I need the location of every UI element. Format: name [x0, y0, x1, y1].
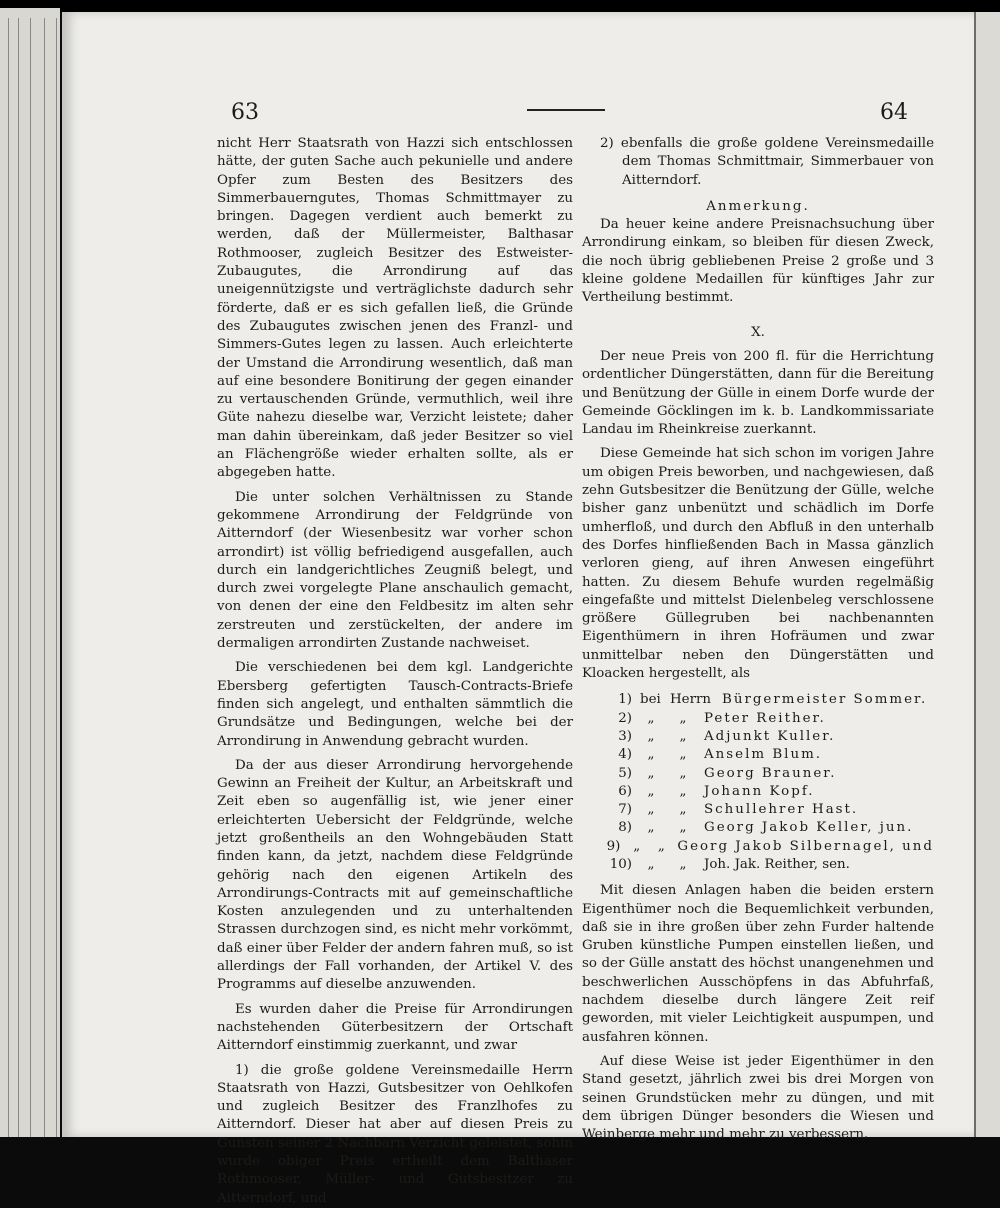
paragraph: Mit diesen Anlagen haben die beiden erstern Eigenthümer noch die Bequemlichkeit verbunden, daß sie in ihre großen über zehn Furder haltende Gruben künstliche Pumpen einstellen ließen, und so der Gülle anstatt des höchst unangenehmen und beschwerlichen Ausschöpfens in das Abfuhrfaß, nachdem dieselbe durch längere Zeit reif geworden, mit vieler Leichtigkeit auspumpen, und ausfahren können.	[582, 883, 934, 1045]
header-rule	[527, 109, 605, 111]
paragraph: Die unter solchen Verhältnissen zu Stande gekommene Arrondirung der Feldgründe von Aitterndorf (der Wiesenbesitz war vorher schon arrondirt) ist völlig befriedigend ausgefallen, auch durch ein landgerichtliches Zeugniß belegt, und durch zwei vorgelegte Plane anschaulich gemacht, von denen der eine den Feldbesitz im alten sehr zerstreuten und zerstückelten, der andere im dermaligen arrondirten Zustande nachweiset.	[217, 489, 573, 652]
paragraph: Es wurden daher die Preise für Arrondirungen nachstehenden Güterbesitzern der Ortschaft Aitterndorf einstimmig zuerkannt, und zwar	[217, 1001, 573, 1054]
list-item: 4) „ „ Anselm Blum.	[618, 747, 823, 763]
paragraph: Da heuer keine andere Preisnachsuchung über Arrondirung einkam, so bleiben für diesen Zweck, die noch übrig gebliebenen Preise 2 große und 3 kleine goldene Medaillen für künftiges Jahr zur Vertheilung bestimmt.	[582, 217, 934, 306]
list-item: 10) „ „ Joh. Jak. Reither, sen.	[609, 856, 850, 872]
scan-top-border	[0, 0, 1000, 12]
list-item: 2) ebenfalls die große goldene Vereinsmedaille dem Thomas Schmittmair, Simmerbauer von Aitterndorf.	[600, 136, 934, 188]
list-item: 2) „ „ Peter Reither.	[618, 710, 826, 726]
page-number-right: 64	[880, 100, 908, 125]
paragraph: Die verschiedenen bei dem kgl. Landgerichte Ebersberg gefertigten Tausch-Contracts-Briefe finden sich angelegt, und enthalten sämmtlich die Grundsätze und Bedingungen, welche bei der Arrondirung in Anwendung gebracht wurden.	[217, 660, 573, 749]
section-heading-x: X.	[751, 324, 765, 340]
list-item: 1) bei Herrn Bürgermeister Sommer.	[618, 692, 928, 708]
page-number-left: 63	[231, 100, 259, 125]
list-item: 7) „ „ Schullehrer Hast.	[618, 802, 859, 818]
paragraph: Diese Gemeinde hat sich schon im vorigen Jahre um obigen Preis beworben, und nachgewiesen, daß zehn Gutsbesitzer die Benützung der Gülle, welche bisher ganz unbenützt und schädlich im Dorfe umherfloß, und durch den Abfluß in den unterhalb des Dorfes hinfließenden Bach in Massa gänzlich verloren gieng, auf ihren Anwesen eingeführt hatten. Zu diesem Behufe wurden regelmäßig eingefaßte und mittelst Dielenbeleg verschlossene größere Güllegruben bei nachbenannten Eigenthümern in ihren Hofräumen und zwar unmittelbar neben den Düngerstätten und Kloacken hergestellt, als	[582, 446, 934, 682]
list-item: 8) „ „ Georg Jakob Keller, jun.	[618, 820, 914, 836]
page-stack-edge	[0, 8, 60, 1137]
list-item: 6) „ „ Johann Kopf.	[618, 783, 815, 799]
list-item: 1) die große goldene Vereinsmedaille Herrn Staatsrath von Hazzi, Gutsbesitzer von Oehlkofen und zugleich Besitzer des Franzlhofes zu Aitterndorf. Dieser hat aber auf diesen Preis zu Gunsten seiner 2 Nachbarn Verzicht geleistet, sohin wurde obiger Preis ertheilt dem Balthaser Rothmooser, Müller- und Gutsbesitzer zu Aitterndorf, und	[217, 1062, 573, 1206]
next-page-edge	[974, 12, 1000, 1137]
section-heading-anmerkung: Anmerkung.	[706, 198, 810, 214]
paragraph: Da der aus dieser Arrondirung hervorgehende Gewinn an Freiheit der Kultur, an Arbeitskraft und Zeit eben so augenfällig ist, wie jener einer erleichterten Uebersicht der Feldgründe, welche jetzt großentheils an den Wohngebäuden Statt finden kann, da jetzt, nachdem diese Feldgründe gehörig nach den eigenen Artikeln des Arrondirungs-Contracts mit auf gemeinschaftliche Kosten anzulegenden und zu unterhaltenden Strassen durchzogen sind, es nicht mehr vorkömmt, daß einer über Felder der andern fahren muß, so ist allerdings der Fall vorhanden, der Artikel V. des Programms auf dieselbe anzuwenden.	[217, 757, 573, 993]
right-column	[582, 135, 934, 1144]
list-item: 5) „ „ Georg Brauner.	[618, 765, 837, 781]
list-item: 9) „ „ Georg Jakob Silbernagel, und	[606, 838, 934, 854]
paragraph: Der neue Preis von 200 fl. für die Herrichtung ordentlicher Düngerstätten, dann für die Bereitung und Benützung der Gülle in einem Dorfe wurde der Gemeinde Göcklingen im k. b. Landkommissariate Landau im Rheinkreise zuerkannt.	[582, 348, 934, 438]
left-column	[217, 135, 573, 1208]
paragraph: Auf diese Weise ist jeder Eigenthümer in den Stand gesetzt, jährlich zwei bis drei Morgen von seinen Grundstücken mehr zu düngen, und mit dem übrigen Dünger besonders die Wiesen und Weinberge mehr und mehr zu verbessern.	[582, 1053, 934, 1143]
list-item: 3) „ „ Adjunkt Kuller.	[618, 728, 836, 744]
owner-list	[582, 691, 934, 874]
paragraph: nicht Herr Staatsrath von Hazzi sich entschlossen hätte, der guten Sache auch pekunielle und andere Opfer zum Besten des Besitzers des Simmerbauerngutes, Thomas Schmittmayer zu bringen. Dagegen verdient auch bemerkt zu werden, daß der Müllermeister, Balthasar Rothmooser, zugleich Besitzer des Estweister-Zubaugutes, die Arrondirung auf das uneigennützigste und verträglichste dadurch sehr förderte, daß er es sich gefallen ließ, die Gründe des Zubaugutes zwischen jenen des Franzl- und Simmers-Gutes legen zu lassen. Auch erleichterte der Umstand die Arrondirung wesentlich, daß man auf eine besondere Bonitirung der gegen einander zu vertauschenden Gründe, vermuthlich, weil ihre Güte nahezu dieselbe war, Verzicht leistete; daher man dahin übereinkam, daß jeder Besitzer so viel an Flächengröße wieder erhalten sollte, als er abgegeben hatte.	[217, 136, 573, 481]
